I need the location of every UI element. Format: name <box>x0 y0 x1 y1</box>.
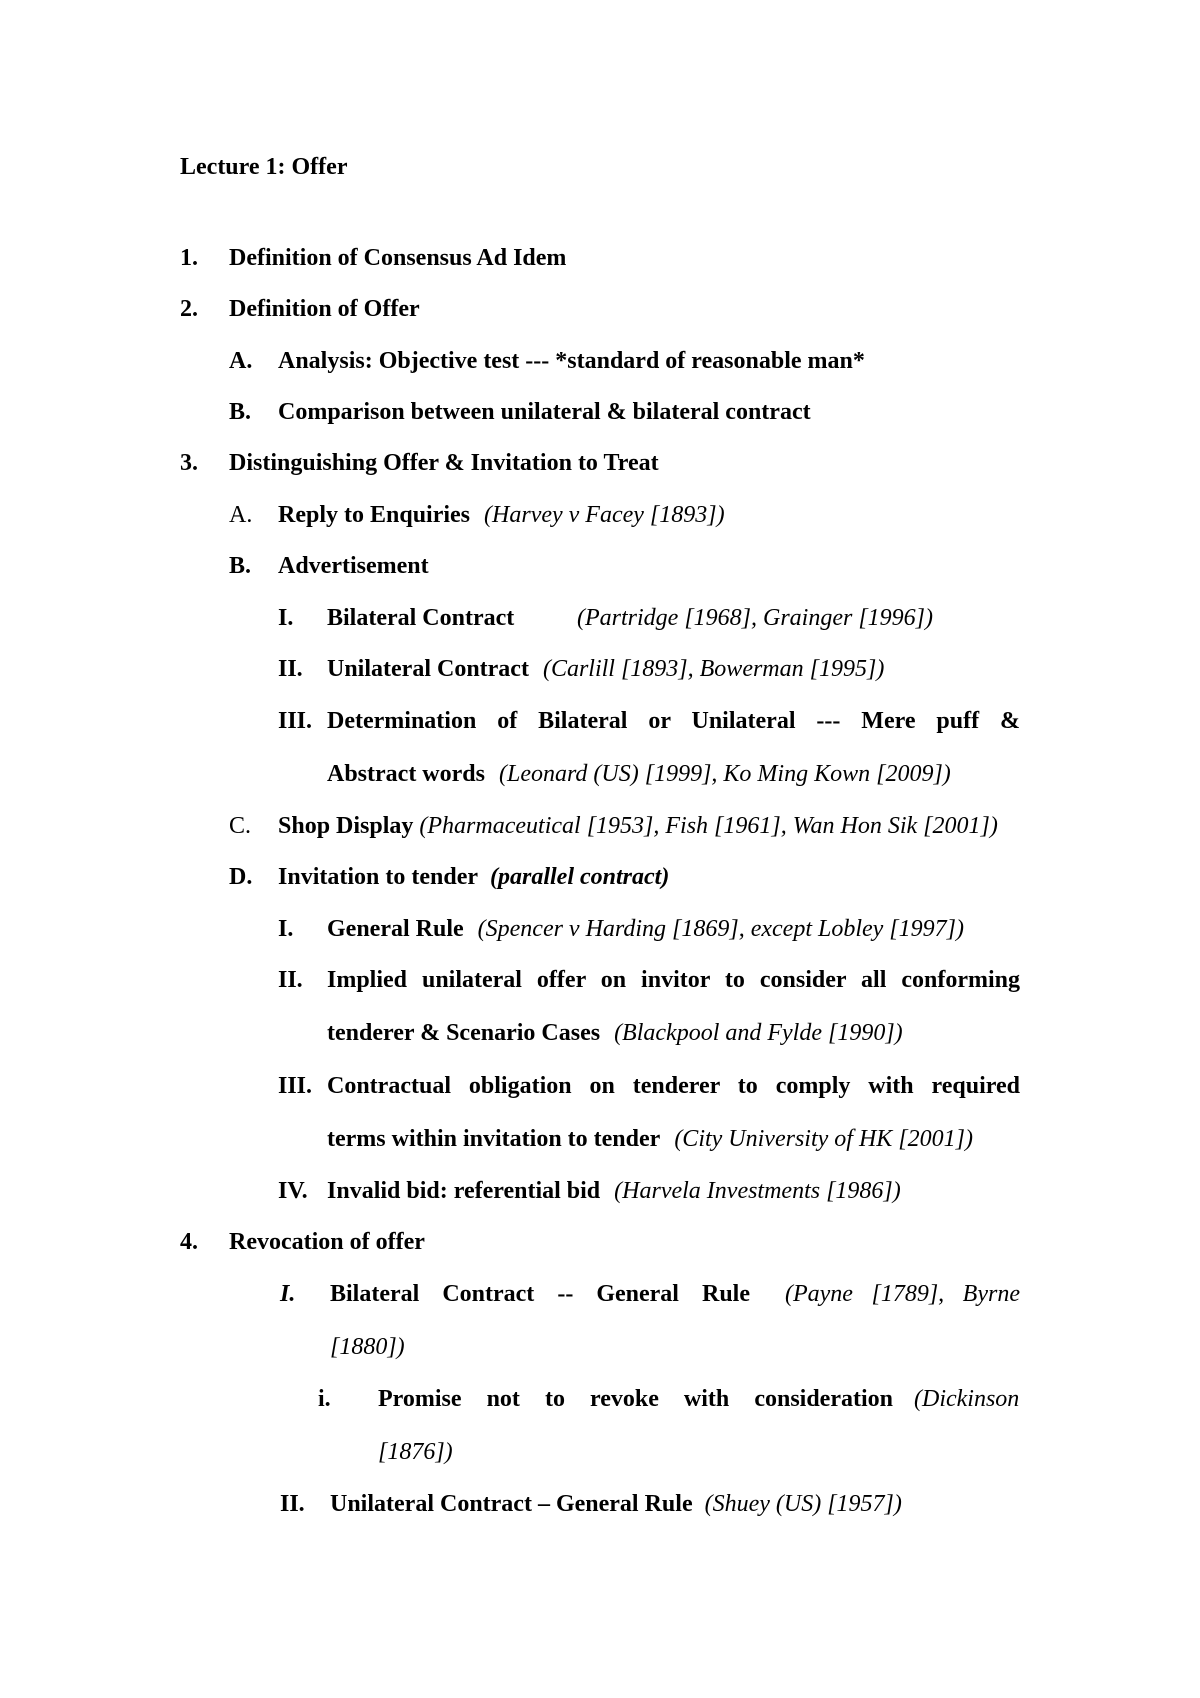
item-number: II. <box>280 1491 305 1517</box>
item-number: II. <box>278 967 303 993</box>
item-note: (parallel contract) <box>490 864 670 890</box>
item-heading: Advertisement <box>278 553 429 579</box>
case-citation: (Pharmaceutical [1953], Fish [1961], Wan Hon Sik [2001]) <box>419 813 998 839</box>
case-citation: (Blackpool and Fylde [1990]) <box>614 1020 903 1046</box>
item-heading: Definition of Consensus Ad Idem <box>229 245 567 271</box>
lecture-title: Lecture 1: Offer <box>180 154 348 180</box>
case-citation: (Spencer v Harding [1869], except Lobley [1997]) <box>477 916 964 942</box>
item-heading: Invalid bid: referential bid <box>327 1178 601 1204</box>
case-citation-continued: [1876]) <box>378 1439 453 1465</box>
item-heading: Contractual obligation on tenderer to comply with required <box>327 1073 1020 1099</box>
item-number: C. <box>229 813 252 839</box>
item-heading: Comparison between unilateral & bilateral contract <box>278 399 811 425</box>
item-number: B. <box>229 553 252 579</box>
case-citation: (Shuey (US) [1957]) <box>704 1491 902 1517</box>
case-citation: (City University of HK [2001]) <box>674 1126 973 1152</box>
item-heading: Bilateral Contract -- General Rule <box>330 1281 750 1307</box>
item-number: 4. <box>180 1229 198 1255</box>
item-heading: Unilateral Contract – General Rule <box>330 1491 693 1517</box>
item-heading: Definition of Offer <box>229 296 420 322</box>
item-heading: Unilateral Contract <box>327 656 529 682</box>
case-citation: (Dickinson <box>914 1386 1020 1412</box>
item-number: B. <box>229 399 252 425</box>
item-heading: Invitation to tender <box>278 864 478 890</box>
item-number: III. <box>278 1073 313 1099</box>
item-number: IV. <box>278 1178 308 1204</box>
case-citation: (Carlill [1893], Bowerman [1995]) <box>542 656 885 682</box>
item-number: D. <box>229 864 253 890</box>
item-heading-continued: terms within invitation to tender <box>327 1126 661 1152</box>
item-heading: Analysis: Objective test --- *standard of reasonable man* <box>278 348 865 374</box>
item-heading-continued: Abstract words <box>327 761 485 787</box>
item-number: II. <box>278 656 303 682</box>
item-heading: Bilateral Contract <box>327 605 515 631</box>
item-heading: Distinguishing Offer & Invitation to Treat <box>229 450 659 476</box>
item-number: I. <box>280 1281 296 1307</box>
item-number: i. <box>318 1386 331 1412</box>
item-number: 3. <box>180 450 198 476</box>
item-heading: Promise not to revoke with consideration <box>378 1386 893 1412</box>
case-citation: (Harvey v Facey [1893]) <box>484 502 725 528</box>
item-heading-continued: tenderer & Scenario Cases <box>327 1020 601 1046</box>
item-heading: Determination of Bilateral or Unilateral --- Mere puff & <box>327 708 1020 734</box>
case-citation: (Harvela Investments [1986]) <box>614 1178 901 1204</box>
case-citation-continued: [1880]) <box>330 1334 405 1360</box>
item-heading: Reply to Enquiries <box>278 502 471 528</box>
item-heading: Revocation of offer <box>229 1229 425 1255</box>
case-citation: (Partridge [1968], Grainger [1996]) <box>577 605 934 631</box>
item-heading: Implied unilateral offer on invitor to consider all conforming <box>327 967 1020 993</box>
item-number: A. <box>229 348 253 374</box>
item-heading: Shop Display <box>278 813 414 839</box>
item-number: A. <box>229 502 253 528</box>
item-number: I. <box>278 916 294 942</box>
item-number: 1. <box>180 245 198 271</box>
item-number: III. <box>278 708 313 734</box>
case-citation: (Payne [1789], Byrne <box>785 1281 1020 1307</box>
item-number: I. <box>278 605 294 631</box>
item-heading: General Rule <box>327 916 464 942</box>
item-number: 2. <box>180 296 198 322</box>
case-citation: (Leonard (US) [1999], Ko Ming Kown [2009]) <box>498 761 951 787</box>
